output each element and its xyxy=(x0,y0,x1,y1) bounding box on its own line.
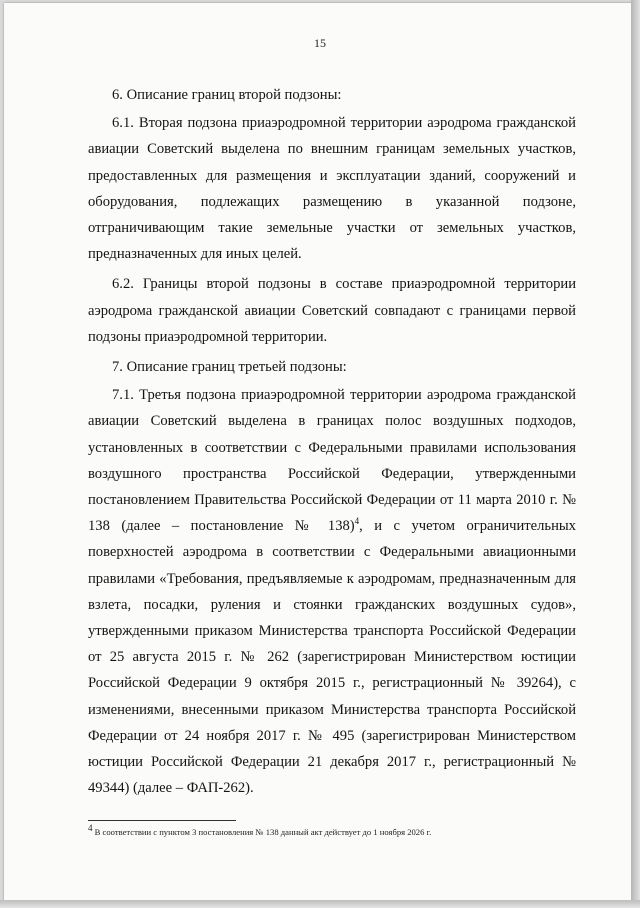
paragraph-7-1-text-start: 7.1. Третья подзона приаэродромной территории аэродрома гражданской авиации Советский выделена в границах полос воздушных подходов, установленных в соответствии с Федеральными правилами использования воздушного пространства Российской Федерации, утвержденными постановлением Правительства Российской Федерации от 11 марта 2010 г. № 138 (далее – постановление № 138) xyxy=(88,387,576,535)
footnote-text: В соответствии с пунктом 3 постановления № 138 данный акт действует до 1 ноября 2026 г. xyxy=(92,827,432,837)
page-number: 15 xyxy=(314,36,326,50)
paragraph-6-2: 6.2. Границы второй подзоны в составе приаэродромной территории аэродрома гражданской авиации Советский совпадают с границами первой подзоны приаэродромной территории. xyxy=(88,276,576,345)
document-body xyxy=(88,82,576,805)
scan-edge-bottom xyxy=(0,900,640,908)
footnote-reference: 4 xyxy=(354,516,360,527)
footnote-marker: 4 xyxy=(88,823,93,834)
section-6-heading: 6. Описание границ второй подзоны: xyxy=(112,87,342,103)
paragraph-7-1-text-end: , и с учетом ограничительных поверхностей аэродрома в соответствии с Федеральными авиационными правилами «Требования, предъявляемые к аэродромам, предназначенным для взлета, посадки, руления и стоянки гражданских воздушных судов», утвержденными приказом Министерства транспорта Российской Федерации от 25 августа 2015 г. № 262 (зарегистрирован Министерством юстиции Российской Федерации 9 октября 2015 г., регистрационный № 39264), с изменениями, внесенными приказом Министерства транспорта Российской Федерации от 24 ноября 2017 г. № 495 (зарегистрирован Министерством юстиции Российской Федерации 21 декабря 2017 г., регистрационный № 49344) (далее – ФАП-262). xyxy=(88,518,576,797)
section-7-heading: 7. Описание границ третьей подзоны: xyxy=(112,359,347,376)
scan-edge-right xyxy=(631,0,640,908)
footnote xyxy=(88,823,576,838)
footnote-separator xyxy=(88,820,236,821)
paragraph-7-1 xyxy=(88,382,576,801)
paragraph-6-1: 6.1. Вторая подзона приаэродромной территории аэродрома гражданской авиации Советский выделена по внешним границам земельных участков, предоставленных для размещения и эксплуатации зданий, сооружений и оборудования, подлежащих размещению в указанной подзоне, отграничивающим такие земельные участки от земельных участков, предназначенных для иных целей. xyxy=(88,115,576,263)
